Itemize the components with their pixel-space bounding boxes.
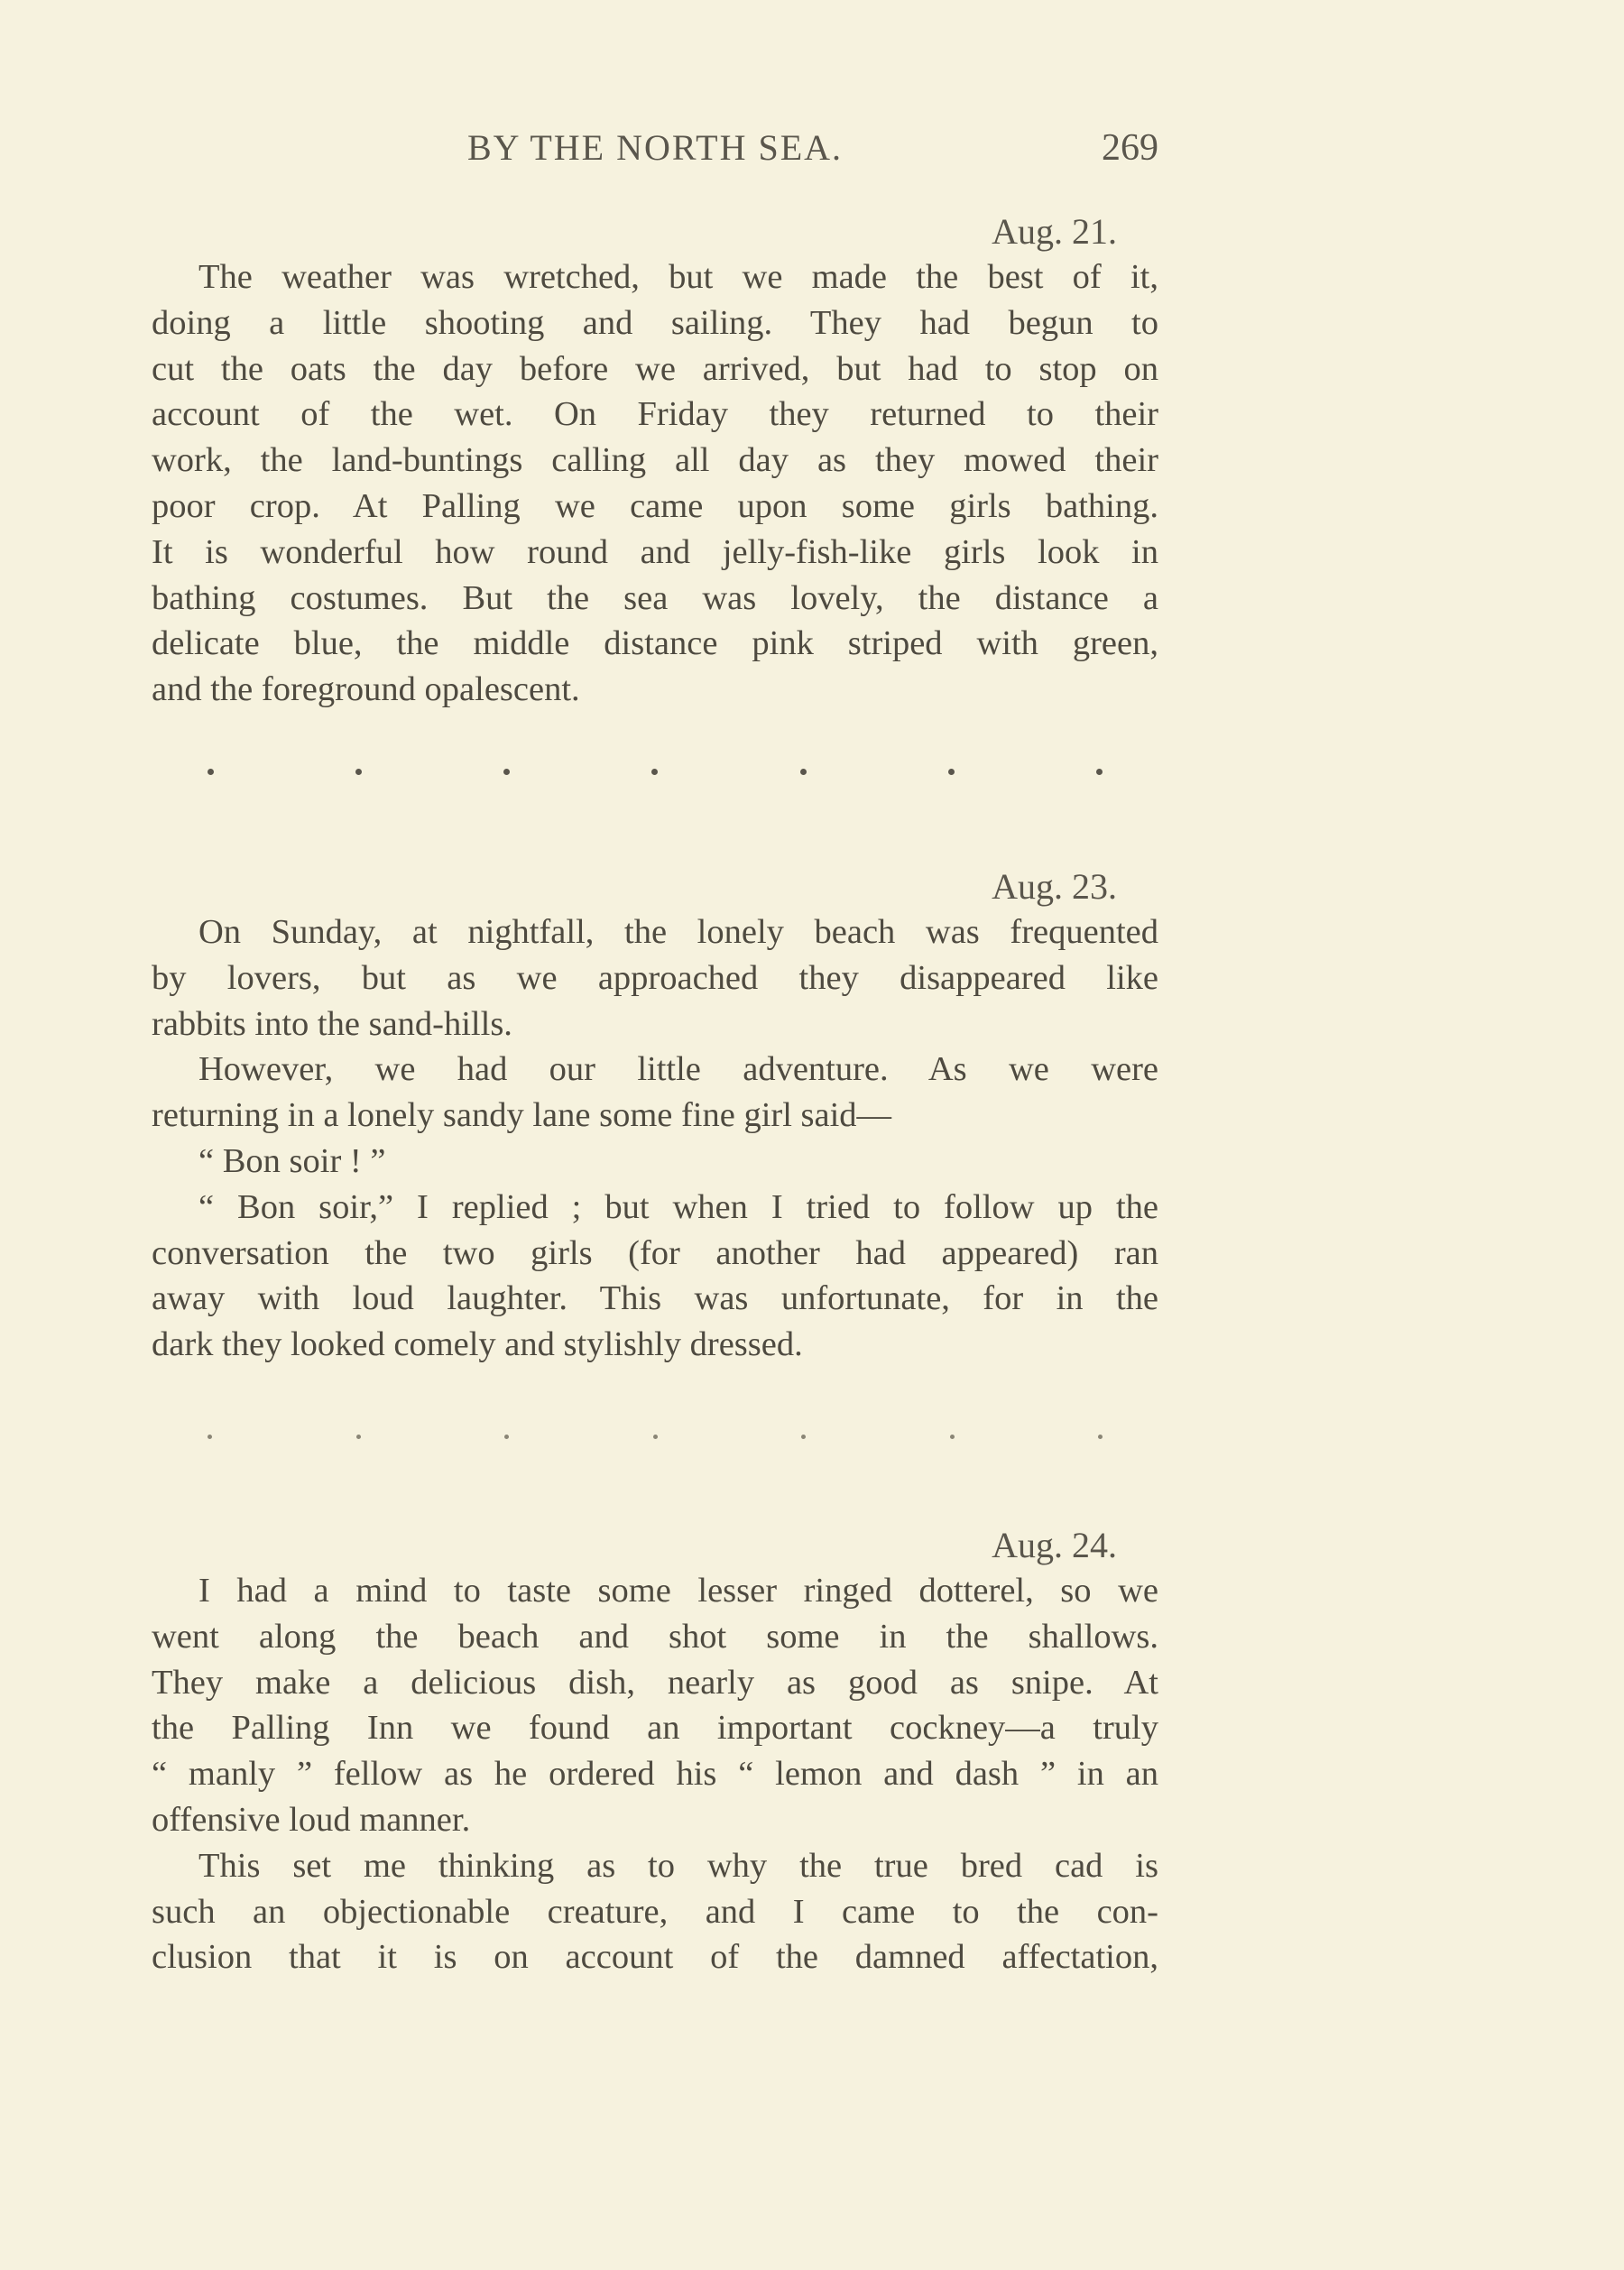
text-line: poor crop. At Palling we came upon some girls bathing.: [152, 486, 1158, 525]
paragraph: [152, 1568, 1158, 1843]
text-line: It is wonderful how round and jelly-fish-like girls look in: [152, 532, 1158, 571]
entry-date: Aug. 24.: [992, 1525, 1117, 1565]
text-line: delicate blue, the middle distance pink striped with green,: [152, 624, 1158, 663]
text-line: doing a little shooting and sailing. They had begun to: [152, 303, 1158, 342]
paragraph: [152, 909, 1158, 1047]
text-line: dark they looked comely and stylishly dressed.: [152, 1325, 803, 1364]
paragraph: [152, 1843, 1158, 1980]
ellipsis-dot: [355, 769, 362, 775]
text-line: away with loud laughter. This was unfortunate, for in the: [152, 1279, 1158, 1318]
text-line: and the foreground opalescent.: [152, 670, 580, 709]
text-line: I had a mind to taste some lesser ringed dotterel, so we: [198, 1572, 1158, 1610]
text-line: went along the beach and shot some in the shallows.: [152, 1617, 1158, 1656]
section-break-dots: [152, 769, 1158, 775]
text-line: “ manly ” fellow as he ordered his “ lemon and dash ” in an: [152, 1755, 1158, 1794]
ellipsis-dot: [800, 769, 807, 775]
text-line: clusion that it is on account of the damned affectation,: [152, 1938, 1158, 1977]
running-head: [152, 126, 1158, 180]
ellipsis-dot: [504, 1435, 509, 1439]
paragraph: [152, 1185, 1158, 1368]
ellipsis-dot: [653, 1435, 658, 1439]
ellipsis-dot: [208, 769, 214, 775]
text-line: “ Bon soir,” I replied ; but when I tried to follow up the: [198, 1187, 1158, 1226]
diary-entry: [152, 864, 1158, 1368]
text-line: They make a delicious dish, nearly as good as snipe. At: [152, 1663, 1158, 1702]
ellipsis-dot: [503, 769, 510, 775]
ellipsis-dot: [356, 1435, 361, 1439]
ellipsis-dot: [801, 1435, 806, 1439]
paragraph: [152, 254, 1158, 713]
diary-entry: [152, 1523, 1158, 1980]
text-line: “ Bon soir ! ”: [198, 1141, 386, 1180]
text-line: cut the oats the day before we arrived, but had to stop on: [152, 349, 1158, 388]
running-title: BY THE NORTH SEA.: [466, 127, 844, 168]
section-break-dots: [152, 1435, 1158, 1439]
entry-date: Aug. 21.: [992, 211, 1117, 252]
paragraph: [152, 1139, 1158, 1185]
ellipsis-dot: [1098, 1435, 1103, 1439]
text-line: On Sunday, at nightfall, the lonely beach was frequented: [198, 913, 1158, 951]
ellipsis-dot: [651, 769, 658, 775]
ellipsis-dot: [950, 1435, 955, 1439]
ellipsis-dot: [948, 769, 955, 775]
text-line: This set me thinking as to why the true bred cad is: [198, 1846, 1158, 1885]
ellipsis-dot: [1096, 769, 1103, 775]
text-line: such an objectionable creature, and I came to the con-: [152, 1892, 1158, 1931]
text-line: The weather was wretched, but we made the best of it,: [198, 258, 1158, 296]
text-line: work, the land-buntings calling all day as they mowed their: [152, 441, 1158, 480]
diary-entry: [152, 209, 1158, 713]
entry-date: Aug. 23.: [992, 866, 1117, 907]
text-line: However, we had our little adventure. As we were: [198, 1050, 1158, 1089]
text-line: returning in a lonely sandy lane some fine girl said—: [152, 1096, 892, 1135]
ellipsis-dot: [208, 1435, 212, 1439]
text-line: by lovers, but as we approached they disappeared like: [152, 958, 1158, 997]
paragraph: [152, 1047, 1158, 1139]
text-line: bathing costumes. But the sea was lovely, the distance a: [152, 578, 1158, 617]
text-line: account of the wet. On Friday they returned to their: [152, 395, 1158, 434]
text-line: conversation the two girls (for another had appeared) ran: [152, 1233, 1158, 1272]
page-number: 269: [1102, 127, 1158, 169]
text-line: rabbits into the sand-hills.: [152, 1004, 512, 1043]
text-line: the Palling Inn we found an important cockney—a truly: [152, 1709, 1158, 1748]
text-line: offensive loud manner.: [152, 1800, 471, 1839]
